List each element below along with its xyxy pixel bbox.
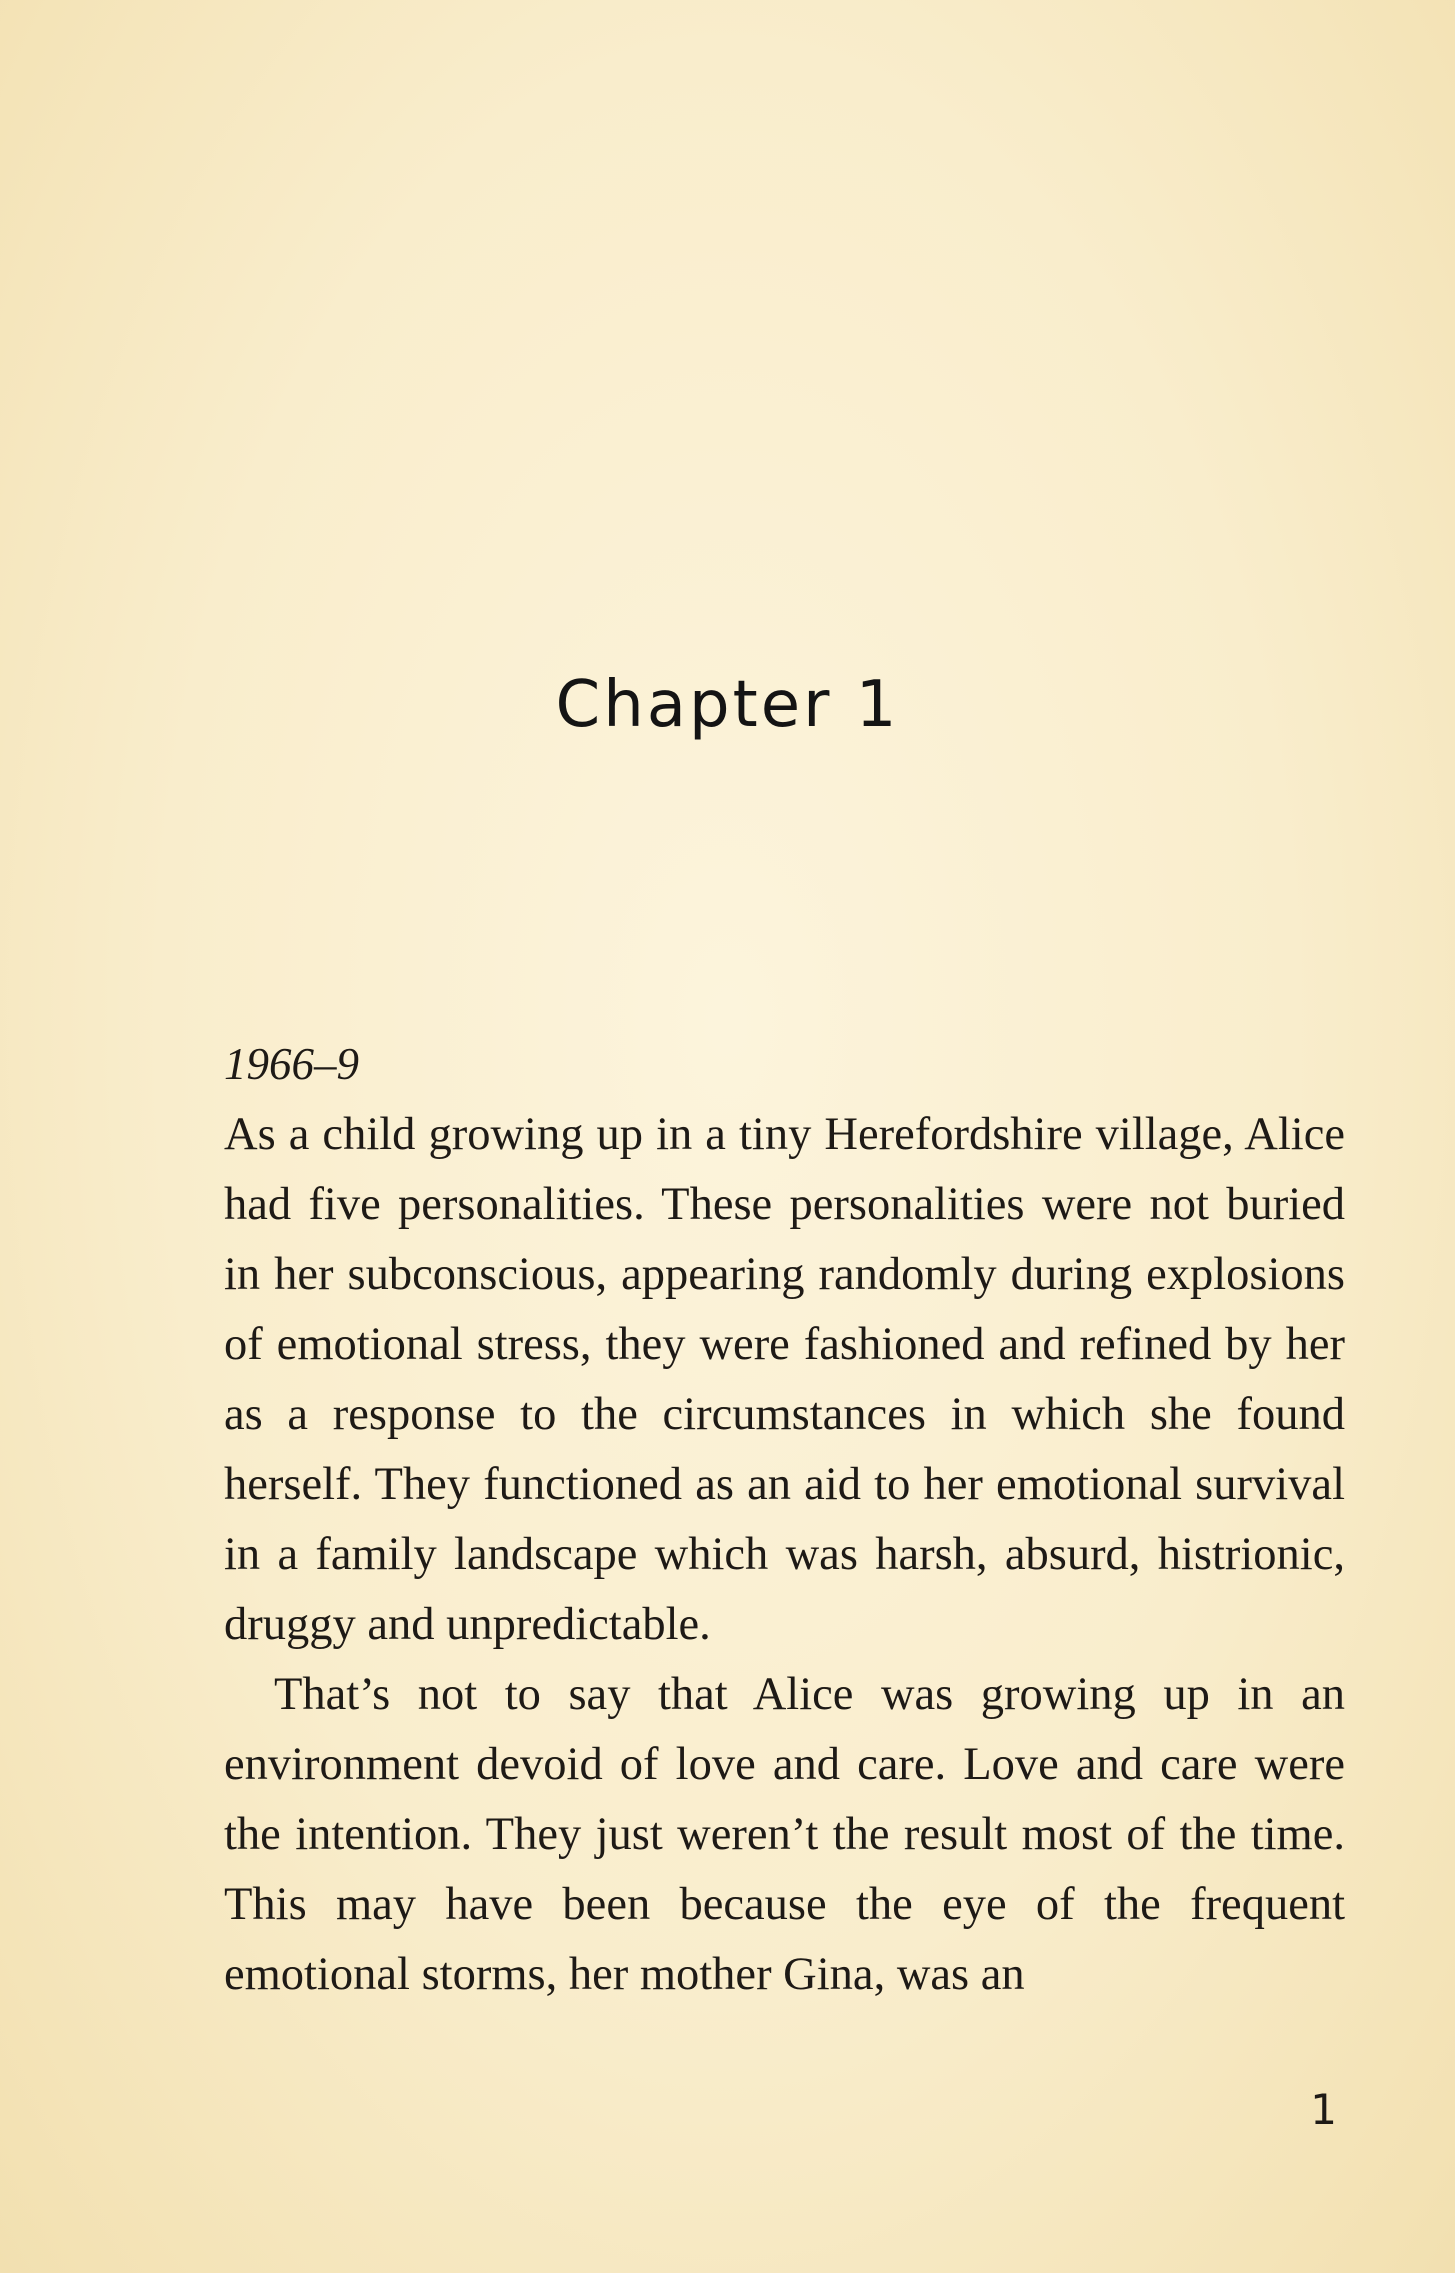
page-number: 1: [1310, 2085, 1337, 2134]
section-date: 1966–9: [224, 1039, 359, 1089]
chapter-title: Chapter 1: [555, 668, 900, 742]
paragraph: That’s not to say that Alice was growing up in an environment devoid of love and care. Love and care were the intention. They just weren’t the result most of the time. This may have been because the eye of the frequent emotional storms, her mother Gina, was an: [224, 1669, 1345, 2000]
body-text: [224, 1100, 1345, 2010]
paragraph: As a child growing up in a tiny Herefordshire village, Alice had five personalities. These personalities were not buried in her subconscious, appearing randomly during explosions of emotional stress, they were fashioned and refined by her as a response to the circumstances in which she found herself. They functioned as an aid to her emotional survival in a family landscape which was harsh, absurd, histrionic, druggy and unpredictable.: [224, 1109, 1345, 1650]
